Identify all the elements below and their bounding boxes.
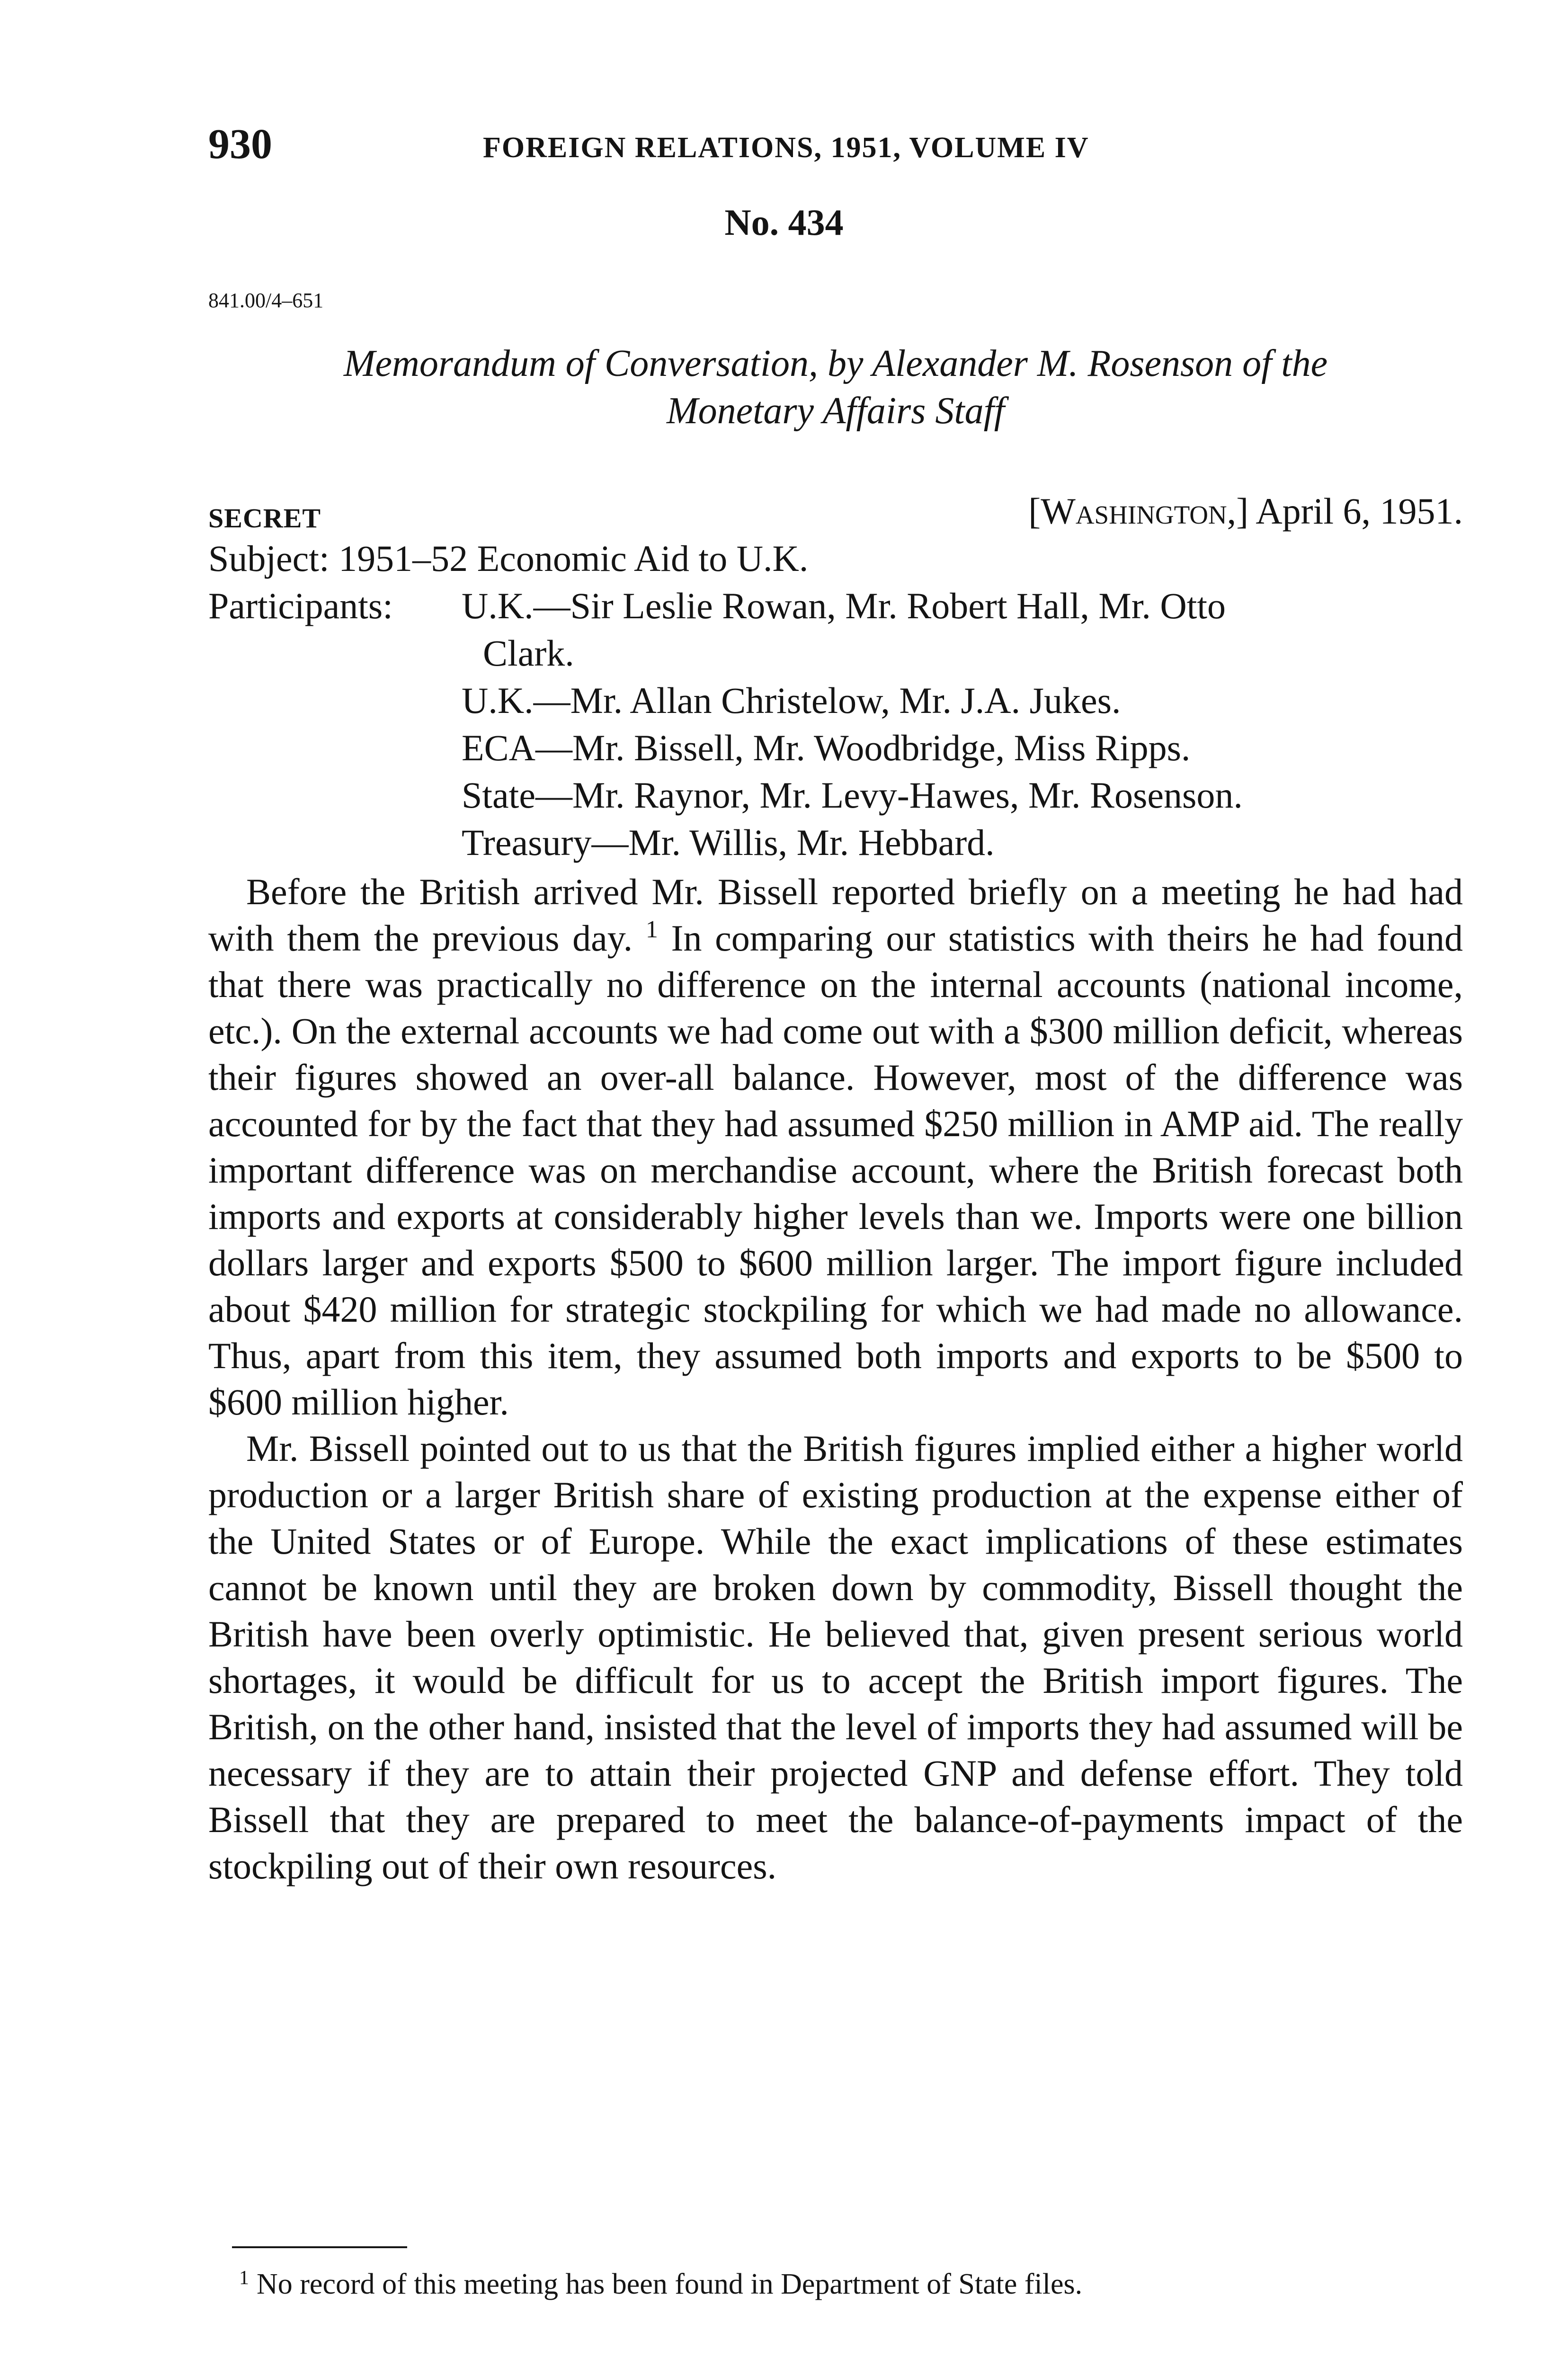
- participant-line: U.K.—Mr. Allan Christelow, Mr. J.A. Jukes.: [462, 680, 1121, 721]
- file-number: 841.00/4–651: [208, 289, 324, 312]
- footnote-text: No record of this meeting has been found in Department of State files.: [257, 2268, 1083, 2300]
- page-number: 930: [208, 121, 272, 168]
- paragraph-text: In comparing our statistics with theirs he had found that there was practically no difference on the internal accounts (national income, etc.). On the external accounts we had come out with a $300 million deficit, whereas their figures showed an over-all balance. However, most of the difference was accounted for by the fact that they had assumed $250 million in AMP aid. The really important difference was on merchandise account, where the British forecast both imports and exports at considerably higher levels than we. Imports were one billion dollars larger and exports $500 to $600 million larger. The import figure included about $420 million for strategic stockpiling for which we had made no allowance. Thus, apart from this item, they assumed both imports and exports to be $500 to $600 million higher.: [208, 917, 1463, 1423]
- body-text: [208, 869, 1463, 1889]
- footnote: [239, 2265, 1082, 2303]
- classification-label: SECRET: [208, 503, 321, 534]
- document-title: [208, 340, 1463, 435]
- place-date: [1028, 488, 1463, 535]
- participant-line: State—Mr. Raynor, Mr. Levy-Hawes, Mr. Rosenson.: [462, 774, 1243, 816]
- place: [Washington,]: [1028, 490, 1249, 532]
- paragraph-text: Before the British arrived Mr. Bissell reported briefly on a meeting he had had with them the previous day.: [208, 871, 1463, 959]
- document-number: No. 434: [724, 202, 844, 243]
- participant-line: ECA—Mr. Bissell, Mr. Woodbridge, Miss Ripps.: [462, 727, 1191, 768]
- participants-label: Participants:: [208, 585, 393, 626]
- running-head: [208, 118, 1463, 170]
- participant-line: Clark.: [483, 632, 574, 674]
- footnote-reference[interactable]: 1: [645, 916, 658, 943]
- participant-line: Treasury—Mr. Willis, Mr. Hebbard.: [462, 822, 995, 863]
- body-paragraph: Mr. Bissell pointed out to us that the British figures implied either a higher world production or a larger British share of existing production at the expense either of the United States or of Europe. While the exact implications of these estimates cannot be known until they are broken down by commodity, Bissell thought the British have been overly optimistic. He believed that, given present serious world shortages, it would be difficult for us to accept the British import figures. The British, on the other hand, insisted that the level of imports they had assumed will be necessary if they are to attain their projected GNP and defense effort. They told Bissell that they are prepared to meet the balance-of-payments impact of the stockpiling out of their own resources.: [208, 1428, 1463, 1886]
- participant-line: U.K.—Sir Leslie Rowan, Mr. Robert Hall, Mr. Otto: [462, 585, 1226, 626]
- volume-title: FOREIGN RELATIONS, 1951, VOLUME IV: [483, 132, 1089, 164]
- subject-line: Subject: 1951–52 Economic Aid to U.K.: [208, 538, 809, 579]
- date: April 6, 1951.: [1256, 490, 1463, 532]
- document-title-line-2: Monetary Affairs Staff: [666, 390, 1005, 432]
- footnote-divider: [232, 2246, 407, 2248]
- classification-row: [208, 488, 1463, 535]
- document-title-line-1: Memorandum of Conversation, by Alexander M. Rosenson of the: [343, 343, 1328, 384]
- body-paragraph: [208, 869, 1463, 1425]
- footnote-marker: 1: [239, 2267, 249, 2289]
